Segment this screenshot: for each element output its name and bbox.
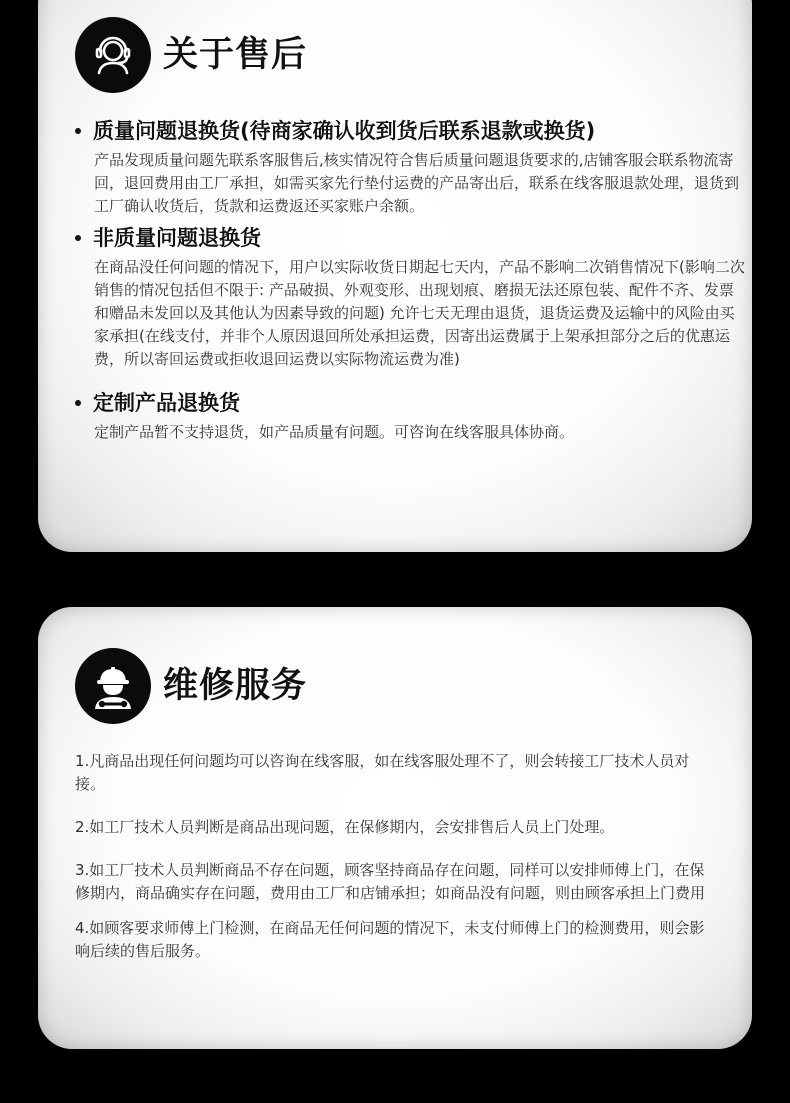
repair-worker-icon bbox=[75, 648, 151, 724]
after-sales-card bbox=[38, 0, 752, 552]
repair-service-card bbox=[38, 607, 752, 1049]
customer-service-icon bbox=[75, 17, 151, 93]
section-body: 产品发现质量问题先联系客服售后,核实情况符合售后质量问题退货要求的,店铺客服会联系物流寄回，退回费用由工厂承担，如需买家先行垫付运费的产品寄出后，联系在线客服退款处理，退货到工厂确认收货后，货款和运费返还买家账户余额。 bbox=[94, 151, 740, 215]
repair-items bbox=[75, 750, 710, 983]
list-item: 2.如工厂技术人员判断是商品出现问题，在保修期内，会安排售后人员上门处理。 bbox=[75, 818, 615, 836]
bullet-dot bbox=[75, 400, 81, 406]
section-custom-return bbox=[75, 389, 745, 444]
repair-service-title: 维修服务 bbox=[163, 666, 308, 706]
section-body: 在商品没任何问题的情况下，用户以实际收货日期起七天内，产品不影响二次销售情况下(影响二次销售的情况包括但不限于: 产品破损、外观变形、出现划痕、磨损无法还原包装、配件不齐、发票和赠品未发回以及其他认为因素导致的问题) 允许七天无理由退货，退货运费及运输中的风险由买家承担(在线支付，并非个人原因退回所处承担运费，因寄出运费属于上架承担部分之后的优惠运费，所以寄回运费或拒收退回运费以实际物流运费为准) bbox=[94, 258, 745, 368]
bullet-dot bbox=[75, 235, 81, 241]
section-quality-return bbox=[75, 117, 745, 218]
section-title: 质量问题退换货(待商家确认收到货后联系退款或换货) bbox=[93, 119, 596, 143]
list-item: 1.凡商品出现任何问题均可以咨询在线客服，如在线客服处理不了，则会转接工厂技术人员对接。 bbox=[75, 752, 690, 793]
section-title: 定制产品退换货 bbox=[93, 391, 240, 415]
section-body: 定制产品暂不支持退货，如产品质量有问题。可咨询在线客服具体协商。 bbox=[94, 423, 575, 441]
after-sales-title: 关于售后 bbox=[163, 35, 308, 75]
list-item: 4.如顾客要求师傅上门检测，在商品无任何问题的情况下，未支付师傅上门的检测费用，则会影响后续的售后服务。 bbox=[75, 919, 705, 960]
bullet-dot bbox=[75, 128, 81, 134]
list-item: 3.如工厂技术人员判断商品不存在问题，顾客坚持商品存在问题，同样可以安排师傅上门，在保修期内，商品确实存在问题，费用由工厂和店铺承担；如商品没有问题，则由顾客承担上门费用 bbox=[75, 861, 706, 902]
after-sales-sections bbox=[75, 117, 745, 444]
section-title: 非质量问题退换货 bbox=[93, 226, 261, 250]
section-non-quality-return bbox=[75, 224, 745, 371]
